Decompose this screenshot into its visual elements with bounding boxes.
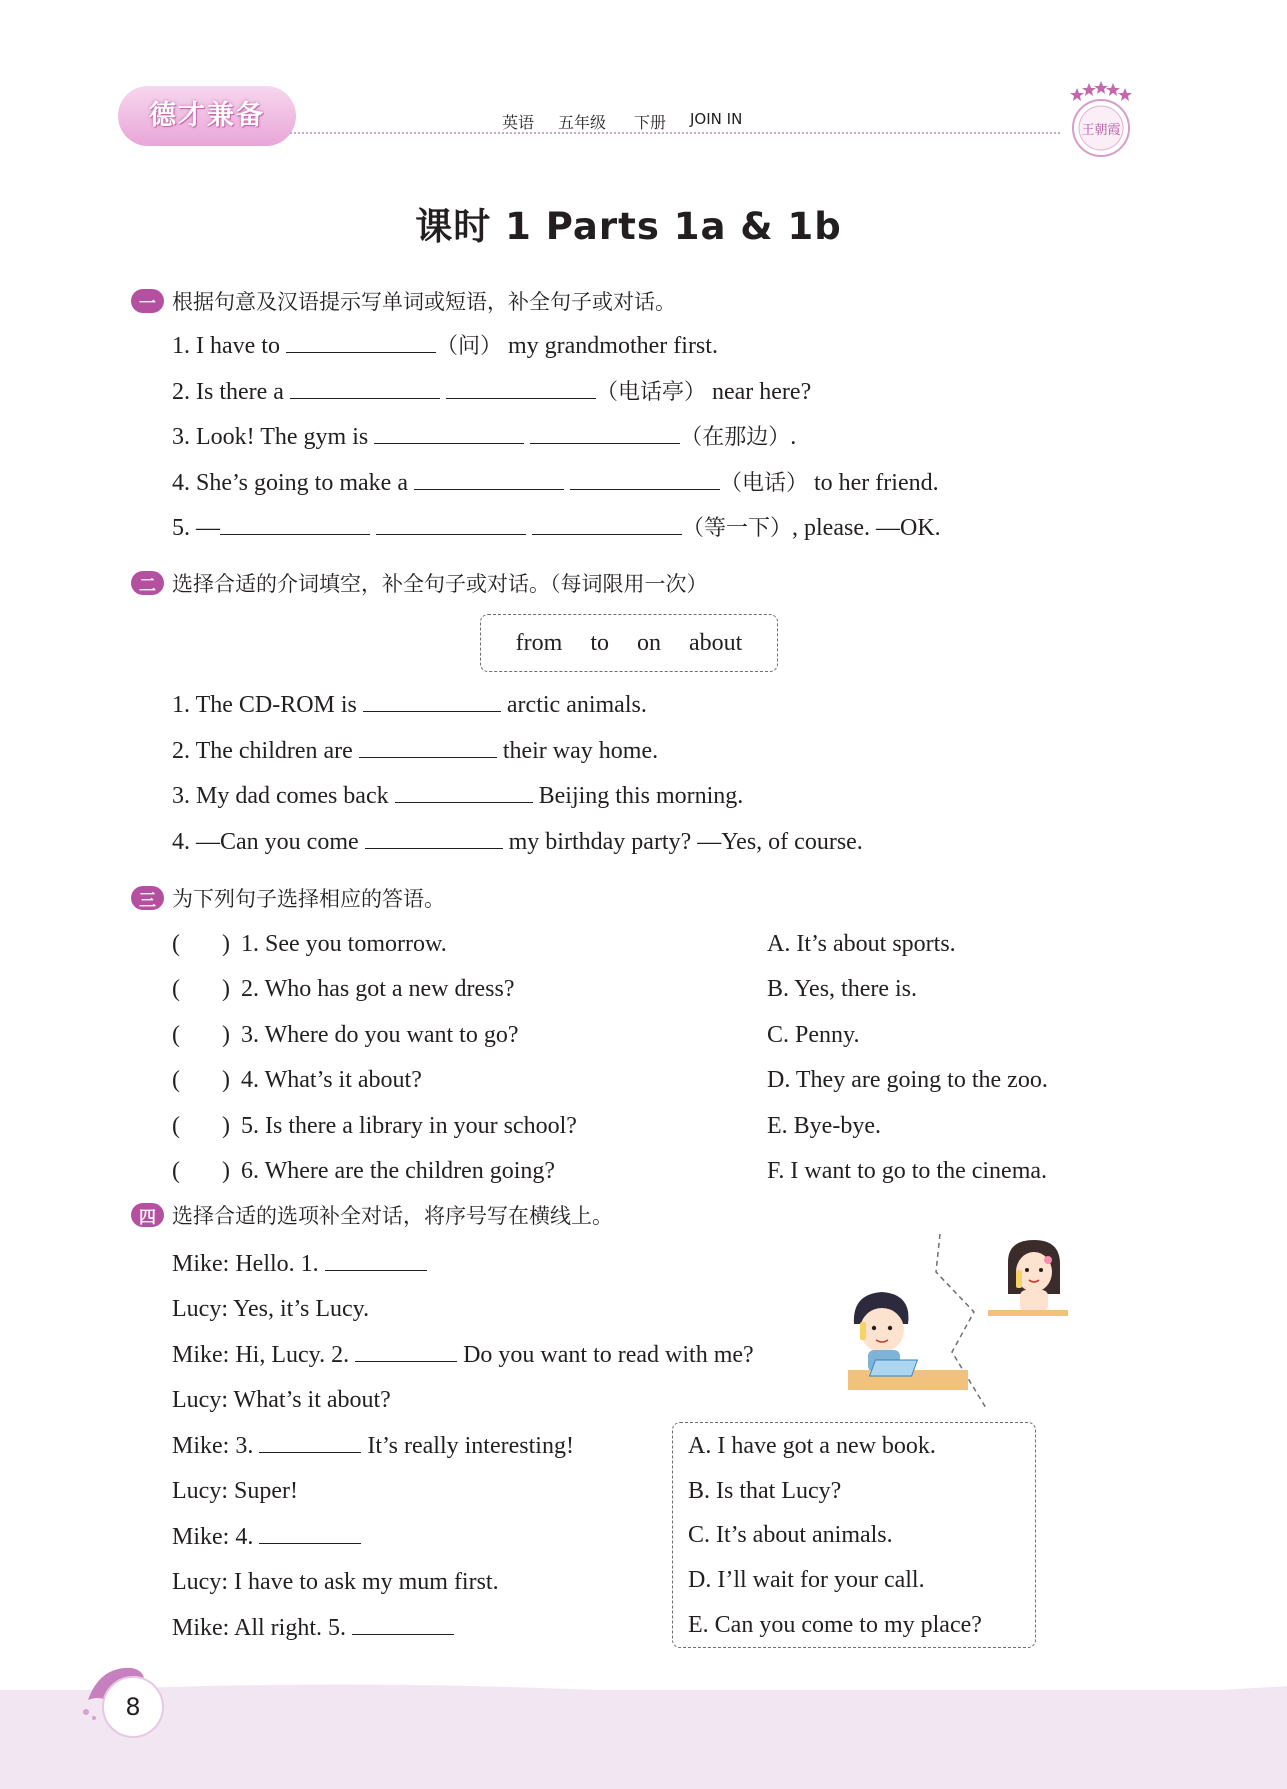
s2-item-2: 2. The children are their way home. xyxy=(172,735,658,766)
dialogue-line: Mike: All right. 5. xyxy=(172,1612,454,1643)
dialogue-line: Mike: 4. xyxy=(172,1521,361,1552)
s2-item-4: 4. —Can you come my birthday party? —Yes, of course. xyxy=(172,826,863,857)
s3-question: 4. What’s it about? xyxy=(241,1067,422,1093)
answer-blank[interactable] xyxy=(286,330,436,353)
section-4-heading xyxy=(131,1200,613,1230)
header-divider xyxy=(290,132,1060,134)
s3-answer: C. Penny. xyxy=(767,1022,860,1048)
section-2-heading xyxy=(131,568,708,598)
dialogue-line: Lucy: Yes, it’s Lucy. xyxy=(172,1296,370,1322)
dialogue-line: Lucy: I have to ask my mum first. xyxy=(172,1569,499,1595)
s3-answer: F. I want to go to the cinema. xyxy=(767,1158,1048,1184)
s3-answer: E. Bye-bye. xyxy=(767,1113,881,1139)
answer-blank[interactable] xyxy=(414,467,564,490)
answer-blank[interactable] xyxy=(363,689,501,712)
option-item: D. I’ll wait for your call. xyxy=(688,1567,925,1593)
s1-item-2: 2. Is there a （电话亭） near here? xyxy=(172,376,811,408)
brand-logo: 德才兼备 xyxy=(118,86,296,146)
header-subject: 英语 xyxy=(502,113,535,132)
s1-item-3: 3. Look! The gym is （在那边）. xyxy=(172,421,796,453)
dialogue-line: Mike: Hi, Lucy. 2. Do you want to read with me? xyxy=(172,1339,754,1370)
option-item: C. It’s about animals. xyxy=(688,1522,893,1548)
publisher-seal-icon xyxy=(1063,80,1135,164)
dialogue-line: Lucy: What’s it about? xyxy=(172,1387,391,1413)
section-1-heading xyxy=(131,286,676,316)
lesson-title: 课时 1 Parts 1a & 1b xyxy=(415,205,842,248)
answer-blank[interactable] xyxy=(220,512,370,535)
header-grade: 五年级 xyxy=(558,113,607,132)
option-item: A. I have got a new book. xyxy=(688,1433,936,1459)
section-instruction: 选择合适的选项补全对话，将序号写在横线上。 xyxy=(172,1204,613,1228)
girl-figure-icon xyxy=(988,1240,1068,1316)
section-3-heading xyxy=(131,883,445,913)
answer-blank[interactable] xyxy=(530,421,680,444)
phone-call-illustration xyxy=(848,1232,1078,1412)
dialogue-line: Mike: 3. It’s really interesting! xyxy=(172,1430,574,1461)
answer-blank[interactable] xyxy=(290,376,440,399)
answer-paren[interactable]: ( ) xyxy=(172,976,230,1002)
dialogue-line: Mike: Hello. 1. xyxy=(172,1248,427,1279)
answer-paren[interactable]: ( ) xyxy=(172,1158,230,1184)
answer-blank[interactable] xyxy=(374,421,524,444)
section-badge: 二 xyxy=(131,571,164,595)
option-item: B. Is that Lucy? xyxy=(688,1478,842,1504)
s2-item-3: 3. My dad comes back Beijing this morning. xyxy=(172,780,743,811)
section-instruction: 根据句意及汉语提示写单词或短语，补全句子或对话。 xyxy=(172,290,676,314)
header-volume: 下册 xyxy=(634,113,667,132)
s3-answer: D. They are going to the zoo. xyxy=(767,1067,1048,1093)
word-bank-item: from xyxy=(515,629,563,656)
answer-paren[interactable]: ( ) xyxy=(172,1067,230,1093)
s3-question: 3. Where do you want to go? xyxy=(241,1022,519,1048)
header-edition: JOIN IN xyxy=(690,110,743,128)
answer-blank[interactable] xyxy=(570,467,720,490)
option-item: E. Can you come to my place? xyxy=(688,1612,982,1638)
s1-item-5: 5. — （等一下）, please. —OK. xyxy=(172,512,941,544)
dialogue-line: Lucy: Super! xyxy=(172,1478,298,1504)
answer-blank[interactable] xyxy=(376,512,526,535)
page-number: 8 xyxy=(102,1676,164,1738)
answer-blank[interactable] xyxy=(352,1612,454,1635)
answer-blank[interactable] xyxy=(259,1521,361,1544)
section-instruction: 为下列句子选择相应的答语。 xyxy=(172,887,445,911)
svg-text:王朝霞: 王朝霞 xyxy=(1081,123,1121,138)
answer-blank[interactable] xyxy=(365,826,503,849)
word-bank-item: to xyxy=(590,629,609,656)
answer-blank[interactable] xyxy=(325,1248,427,1271)
s3-question: 6. Where are the children going? xyxy=(241,1158,556,1184)
section-badge: 三 xyxy=(131,886,164,910)
answer-blank[interactable] xyxy=(532,512,682,535)
s3-question: 1. See you tomorrow. xyxy=(241,931,447,957)
section-badge: 一 xyxy=(131,289,164,313)
s2-item-1: 1. The CD-ROM is arctic animals. xyxy=(172,689,647,720)
s3-answer: A. It’s about sports. xyxy=(767,931,956,957)
answer-blank[interactable] xyxy=(446,376,596,399)
answer-paren[interactable]: ( ) xyxy=(172,931,230,957)
answer-blank[interactable] xyxy=(259,1430,361,1453)
section-instruction: 选择合适的介词填空，补全句子或对话。（每词限用一次） xyxy=(172,572,708,596)
boy-figure-icon xyxy=(848,1292,968,1390)
s3-answer: B. Yes, there is. xyxy=(767,976,918,1002)
section-badge: 四 xyxy=(131,1203,164,1227)
footer-band xyxy=(0,1690,1287,1789)
word-bank-item: on xyxy=(637,629,661,656)
answer-blank[interactable] xyxy=(355,1339,457,1362)
word-bank xyxy=(480,614,778,672)
answer-paren[interactable]: ( ) xyxy=(172,1022,230,1048)
s1-item-4: 4. She’s going to make a （电话） to her friend. xyxy=(172,467,939,499)
answer-blank[interactable] xyxy=(395,780,533,803)
s3-question: 5. Is there a library in your school? xyxy=(241,1113,577,1139)
word-bank-item: about xyxy=(689,629,743,656)
answer-paren[interactable]: ( ) xyxy=(172,1113,230,1139)
s3-question: 2. Who has got a new dress? xyxy=(241,976,515,1002)
answer-blank[interactable] xyxy=(359,735,497,758)
s1-item-1: 1. I have to （问） my grandmother first. xyxy=(172,330,718,362)
